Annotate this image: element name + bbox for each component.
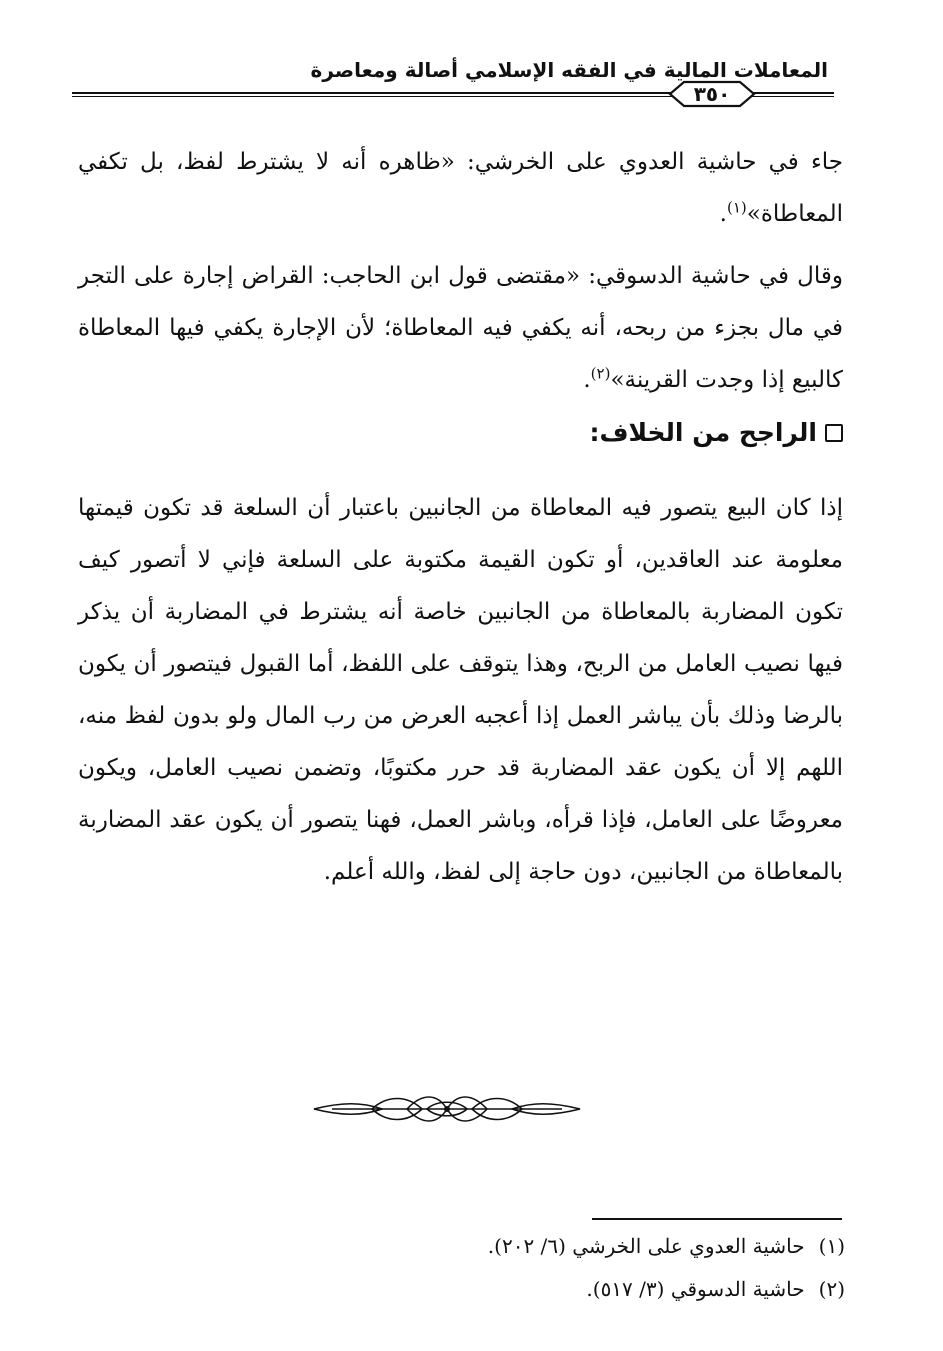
paragraph-1-end: . — [719, 201, 727, 227]
footnote-1-text: حاشية العدوي على الخرشي (٦/ ٢٠٢). — [487, 1234, 805, 1258]
checkbox-bullet-icon — [825, 424, 843, 442]
paragraph-2-end: . — [583, 367, 591, 393]
page-number-badge — [662, 78, 762, 110]
paragraph-2-text: وقال في حاشية الدسوقي: «مقتضى قول ابن الحاجب: القراض إجارة على التجر في مال بجزء من ربحه، أنه يكفي فيه المعاطاة؛ لأن الإجارة يكفي فيها المعاطاة كالبيع إذا وجدت القرينة» — [78, 263, 843, 393]
footnote-2 — [586, 1277, 845, 1301]
footnote-2-number: (٢) — [818, 1277, 845, 1301]
paragraph-3: إذا كان البيع يتصور فيه المعاطاة من الجانبين باعتبار أن السلعة قد تكون قيمتها معلومة عند العاقدين، أو تكون القيمة مكتوبة على السلعة فإني لا أتصور كيف تكون المضاربة بالمعاطاة من الجانبين خاصة أنه يشترط في المضاربة أن يذكر فيها نصيب العامل من الربح، وهذا يتوقف على اللفظ، أما القبول فيتصور أن يكون بالرضا وذلك بأن يباشر العمل إذا أعجبه العرض من رب المال ولو بدون لفظ منه، اللهم إلا أن يكون عقد المضاربة قد حرر مكتوبًا، وتضمن نصيب العامل، ويكون معروضًا على العامل، فإذا قرأه، وباشر العمل، فهنا يتصور أن يكون عقد المضاربة بالمعاطاة من الجانبين، دون حاجة إلى لفظ، والله أعلم. — [78, 495, 843, 885]
page-number: ٣٥٠ — [693, 82, 731, 106]
footnote-1 — [488, 1234, 845, 1258]
footnote-2-text: حاشية الدسوقي (٣/ ٥١٧). — [586, 1277, 805, 1301]
section-heading-text: الراجح من الخلاف: — [589, 418, 817, 447]
footnote-rule — [592, 1218, 842, 1220]
footnote-1-number: (١) — [818, 1234, 845, 1258]
section-heading — [590, 418, 844, 447]
footnote-ref-2: (٢) — [590, 364, 611, 383]
running-title: المعاملات المالية في الفقه الإسلامي أصالة ومعاصرة — [310, 58, 828, 82]
ornament-divider-icon — [312, 1090, 582, 1128]
footnote-ref-1: (١) — [726, 198, 747, 217]
paragraph-1 — [78, 136, 843, 240]
paragraph-2 — [78, 250, 843, 406]
paragraph-1-text: جاء في حاشية العدوي على الخرشي: «ظاهره أنه لا يشترط لفظ، بل تكفي المعاطاة» — [78, 149, 843, 227]
